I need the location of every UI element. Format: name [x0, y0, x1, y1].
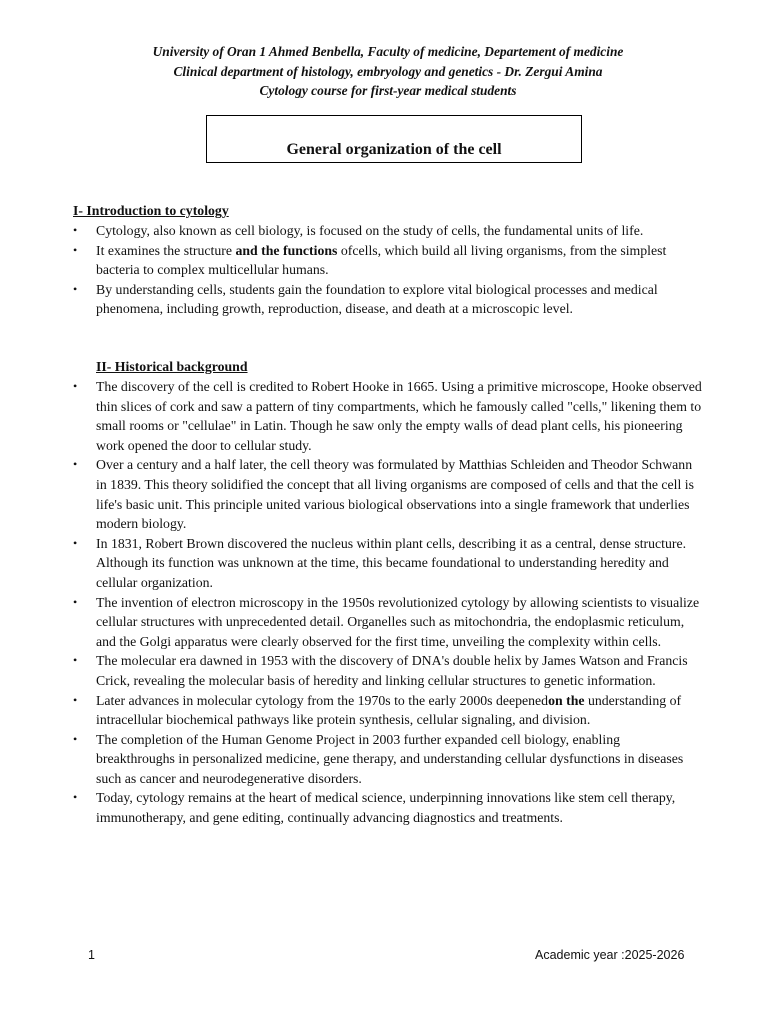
- header-university: University of Oran 1 Ahmed Benbella, Faculty of medicine, Departement of medicine: [152, 44, 624, 59]
- historical-bullet-list: [0, 377, 768, 828]
- bullet-icon: •: [73, 594, 78, 609]
- list-item: [0, 455, 702, 533]
- bullet-icon: •: [73, 281, 78, 296]
- list-item-text: By understanding cells, students gain the foundation to explore vital biological processes and medical phenomena, including growth, reproduction, disease, and death at a microscopic level.: [96, 281, 658, 317]
- list-item: [0, 280, 702, 319]
- bullet-icon: •: [73, 790, 78, 805]
- list-item: [0, 593, 702, 652]
- bullet-icon: •: [73, 223, 78, 237]
- academic-year: Academic year :2025-2026: [535, 948, 685, 962]
- list-item-text: Cytology, also known as cell biology, is focused on the study of cells, the fundamental units of life.: [96, 223, 644, 238]
- list-item-text: It examines the structure: [96, 242, 236, 258]
- bullet-icon: •: [73, 653, 78, 668]
- bullet-icon: •: [73, 692, 78, 707]
- list-item-text: The discovery of the cell is credited to Robert Hooke in 1665. Using a primitive microscope, Hooke observed thin slices of cork and saw a pattern of tiny compartments, which he famously called "cells," likening them to small rooms or "cellulae" in Latin. Though he saw only the empty walls of dead plant cells, his pioneering work opened the door to cellular study.: [96, 379, 702, 453]
- introduction-bullet-list: [0, 221, 768, 319]
- list-item-text: Later advances in molecular cytology from the 1970s to the early 2000s deepened: [96, 692, 549, 708]
- list-item-text: understanding of intracellular biochemical pathways like protein synthesis, cellular signaling, and division.: [96, 692, 682, 728]
- header-department: Clinical department of histology, embryology and genetics - Dr. Zergui Amina: [173, 63, 603, 79]
- bullet-icon: •: [73, 457, 78, 472]
- section-heading-introduction: I- Introduction to cytology: [73, 203, 229, 218]
- list-item: [0, 241, 702, 280]
- document-title: General organization of the cell: [286, 141, 502, 158]
- list-item: [0, 730, 702, 789]
- list-item: [0, 221, 702, 241]
- list-item-bold-text: on the: [548, 692, 585, 708]
- bullet-icon: •: [73, 535, 78, 550]
- list-item-text: ofcells, which build all living organisms, from the simplest bacteria to complex multicellular humans.: [96, 242, 667, 278]
- list-item-text: The molecular era dawned in 1953 with the discovery of DNA's double helix by James Watson and Francis Crick, revealing the molecular basis of heredity and linking cellular structures to genetic information.: [96, 653, 688, 688]
- page-number: 1: [88, 948, 95, 962]
- list-item-text: Today, cytology remains at the heart of medical science, underpinning innovations like stem cell therapy, immunotherapy, and gene editing, continually advancing diagnostics and treatments.: [96, 790, 676, 826]
- list-item-text: The completion of the Human Genome Project in 2003 further expanded cell biology, enabling breakthroughs in personalized medicine, gene therapy, and understanding cellular dysfunctions in diseases such as cancer and neurodegenerative disorders.: [96, 731, 684, 786]
- list-item-text: In 1831, Robert Brown discovered the nucleus within plant cells, describing it as a central, dense structure. Although its function was unknown at the time, this became foundational to understanding heredity and cellular organization.: [96, 535, 687, 590]
- list-item: [0, 691, 702, 730]
- bullet-icon: •: [73, 242, 78, 257]
- list-item-text: Over a century and a half later, the cell theory was formulated by Matthias Schleiden and Theodor Schwann in 1839. This theory solidified the concept that all living organisms are composed of cells and that the cell is life's basic unit. This principle united various biological observations into a single framework that underlies modern biology.: [96, 457, 694, 532]
- list-item: [0, 377, 702, 455]
- bullet-icon: •: [73, 731, 78, 746]
- list-item-text: The invention of electron microscopy in the 1950s revolutionized cytology by allowing scientists to visualize cellular structures with unprecedented detail. Organelles such as mitochondria, the endoplasmic reticulum, and the Golgi apparatus were clearly observed for the first time, unveiling the complexity within cells.: [96, 594, 700, 649]
- header-course: Cytology course for first-year medical students: [259, 83, 517, 98]
- list-item: [0, 651, 702, 690]
- list-item: [0, 534, 702, 593]
- list-item-bold-text: and the functions: [235, 242, 338, 258]
- list-item: [0, 788, 702, 827]
- document-header: [0, 42, 768, 101]
- bullet-icon: •: [73, 379, 78, 393]
- section-heading-historical-background: II- Historical background: [96, 359, 248, 374]
- title-box: [206, 115, 582, 163]
